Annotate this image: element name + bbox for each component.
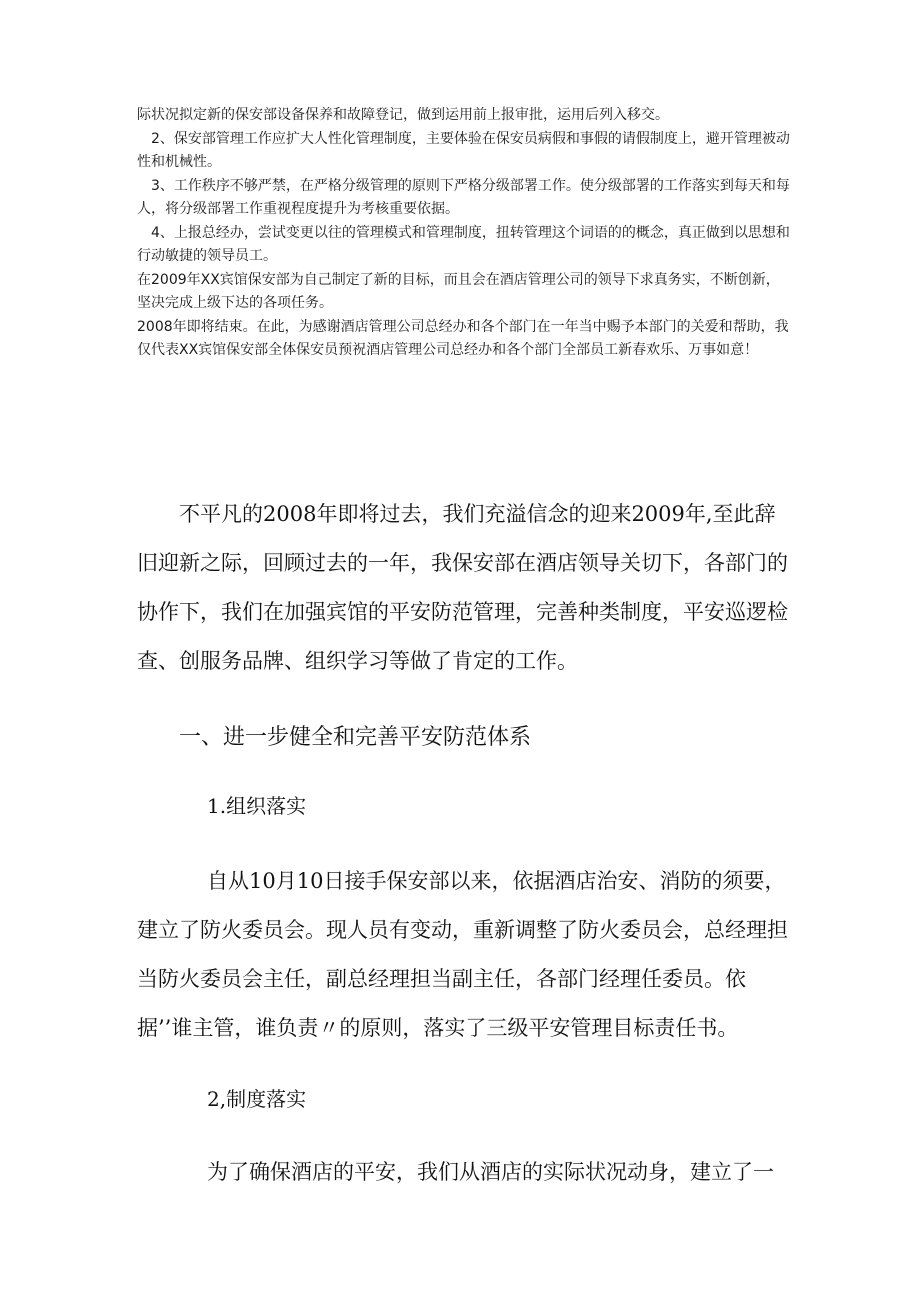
list-item: 2、保安部管理工作应扩大人性化管理制度，主要体验在保安员病假和事假的请假制度上，避开管理被动性和机械性。 [137, 130, 790, 170]
paragraph: 2008年即将结束。在此，为感谢酒店管理公司总经办和各个部门在一年当中赐予本部门的关爱和帮助，我仅代表XX宾馆保安部全体保安员预祝酒店管理公司总经办和各个部门全部员工新春欢乐、万事如意！ [137, 318, 789, 358]
body-paragraph: 自从10月10日接手保安部以来，依据酒店治安、消防的须要，建立了防火委员会。现人员有变动，重新调整了防火委员会，总经理担当防火委员会主任，副总经理担当副主任，各部门经理任委员。依据’’谁主管，谁负责〃的原则，落实了三级平安管理目标责任书。 [137, 869, 788, 1040]
subsection-heading: 1.组织落实 [207, 794, 307, 818]
main-text [137, 490, 795, 1197]
body-paragraph: 为了确保酒店的平安，我们从酒店的实际状况动身，建立了一 [207, 1160, 774, 1184]
previous-page-text [137, 104, 793, 363]
list-item: 4、上报总经办，尝试变更以往的管理模式和管理制度，扭转管理这个词语的的概念，真正做到以思想和行动敏捷的领导员工。 [137, 224, 790, 264]
section-heading: 一、进一步健全和完善平安防范体系 [179, 725, 532, 750]
subsection-heading: 2,制度落实 [207, 1087, 307, 1111]
list-item: 3、工作秩序不够严禁，在严格分级管理的原则下严格分级部署工作。使分级部署的工作落实到每天和每人，将分级部署工作重视程度提升为考核重要依据。 [137, 177, 790, 217]
paragraph: 际状况拟定新的保安部设备保养和故障登记，做到运用前上报审批，运用后列入移交。 [137, 107, 669, 123]
intro-paragraph: 不平凡的2008年即将过去，我们充溢信念的迎来2009年,至此辞旧迎新之际，回顾过去的一年，我保安部在酒店领导关切下，各部门的协作下，我们在加强宾馆的平安防范管理，完善种类制度，平安巡逻检查、创服务品牌、组织学习等做了肯定的工作。 [137, 502, 788, 673]
paragraph: 在2009年XX宾馆保安部为自己制定了新的目标，而且会在酒店管理公司的领导下求真务实，不断创新，坚决完成上级下达的各项任务。 [137, 271, 780, 311]
